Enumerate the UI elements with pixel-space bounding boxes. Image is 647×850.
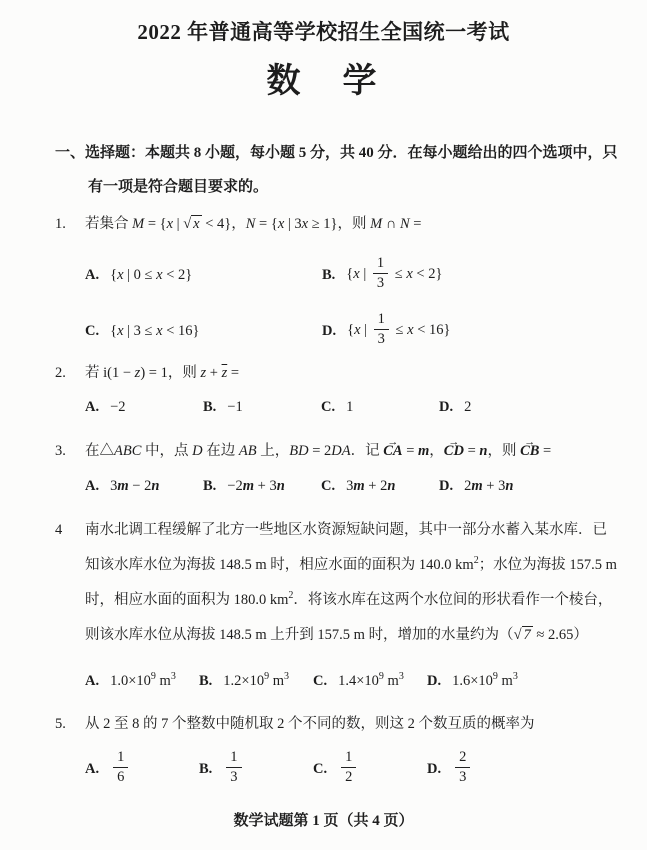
question-1-option-c <box>85 323 322 340</box>
question-4-stem-line3: 时，相应水面的面积为 180.0 $km^2$．将该水库在这两个水位间的形状看作一个棱台， <box>85 590 613 608</box>
option-label: D. <box>427 760 442 777</box>
question-5-option-c <box>313 750 427 787</box>
section-instructions-line2: 有一项是符合题目要求的。 <box>88 179 269 195</box>
question-3-number: 3. <box>55 443 66 459</box>
question-4-number: 4 <box>55 522 63 538</box>
question-1-stem-text: 若集合 M = {x | √ x < 4}，N = {x | 3x ≥ 1}，则 M ∩ N = <box>85 216 422 232</box>
question-2-option-d <box>439 399 557 416</box>
option-value: $1.2\times 10^9$ $m^3$ <box>223 671 290 689</box>
question-1-options-row-1 <box>85 251 617 299</box>
question-5-stem <box>55 714 617 735</box>
question-3-option-c <box>321 478 439 495</box>
question-4-option-c <box>313 673 427 690</box>
question-2-stem-text: 若 i(1 − z) = 1，则 $z + \overline{z}$ = <box>85 365 240 381</box>
section-instructions <box>55 136 618 204</box>
option-value: 2 <box>464 399 472 415</box>
option-label: B. <box>203 478 217 494</box>
option-label: A. <box>85 399 100 415</box>
option-label: C. <box>313 760 328 777</box>
question-5 <box>55 714 617 791</box>
option-label: A. <box>85 266 100 283</box>
section-instructions-line1: 一、选择题：本题共 8 小题，每小题 5 分，共 40 分．在每小题给出的四个选项中，只 <box>55 145 618 161</box>
option-label: A. <box>85 478 100 494</box>
question-4-stem-line1: 南水北调工程缓解了北方一些地区水资源短缺问题，其中一部分水蓄入某水库．已 <box>85 522 607 538</box>
option-value: 2m + 3n <box>464 478 514 494</box>
option-value: {x | 3 ≤ x < 16} <box>110 322 200 339</box>
option-value: $1.4\times 10^9$ $m^3$ <box>338 671 404 689</box>
option-value: 1 <box>346 399 354 415</box>
question-1-option-b <box>322 256 559 293</box>
option-label: D. <box>427 673 442 689</box>
question-2-option-a <box>85 399 203 416</box>
option-value: $1.0\times 10^9$ $m^3$ <box>110 671 176 689</box>
question-4-stem <box>55 513 617 548</box>
option-label: B. <box>203 399 217 415</box>
question-4-option-a <box>85 673 199 690</box>
question-5-option-a <box>85 750 199 787</box>
exam-title: 2022 年普通高等学校招生全国统一考试 <box>137 20 510 44</box>
option-label: C. <box>321 399 336 415</box>
question-3-options <box>85 476 617 497</box>
option-value: $\frac{2}{3}$ <box>452 750 473 787</box>
question-1-option-a <box>85 267 322 284</box>
option-label: A. <box>85 760 100 777</box>
question-5-options <box>85 747 617 791</box>
option-value: $\frac{1}{6}$ <box>110 750 131 787</box>
option-label: A. <box>85 673 100 689</box>
question-1-number: 1. <box>55 216 66 232</box>
question-5-option-b <box>199 750 313 787</box>
option-value: −1 <box>227 399 243 415</box>
question-2-option-c <box>321 399 439 416</box>
question-4-option-b <box>199 673 313 690</box>
option-label: B. <box>199 760 213 777</box>
question-2 <box>55 363 617 418</box>
question-2-number: 2. <box>55 365 66 381</box>
question-3 <box>55 438 617 497</box>
option-value: $\frac{1}{2}$ <box>338 750 359 787</box>
option-label: B. <box>322 266 336 283</box>
question-1-stem <box>55 214 617 235</box>
option-value: {x | 0 ≤ x < 2} <box>110 266 193 283</box>
option-value: −2 <box>110 399 126 415</box>
question-3-stem <box>55 438 617 464</box>
option-value: −2m + 3n <box>227 478 285 494</box>
question-3-option-a <box>85 478 203 495</box>
option-value: 3m + 2n <box>346 478 396 494</box>
question-2-option-b <box>203 399 321 416</box>
question-4-stem-line2: 知该水库水位为海拔 148.5 m 时，相应水面的面积为 140.0 $km^2$；水位为海拔 157.5 m <box>85 555 617 573</box>
option-label: D. <box>439 399 454 415</box>
question-3-option-b <box>203 478 321 495</box>
question-1 <box>55 214 617 355</box>
question-1-option-d <box>322 312 559 349</box>
question-1-options-row-2 <box>85 307 617 355</box>
footer-page-number: 数学试题第 1 页（共 4 页） <box>233 813 414 829</box>
question-3-stem-text: 在△ABC 中，点 D 在边 AB 上，BD = 2DA．记 CA → = m，CD → = n，则 CB → = <box>85 438 617 464</box>
question-5-number: 5. <box>55 716 66 732</box>
option-value: $\frac{1}{3}$ <box>223 750 244 787</box>
option-label: C. <box>321 478 336 494</box>
option-value: 3m − 2n <box>110 478 160 494</box>
option-label: D. <box>322 322 337 339</box>
question-4 <box>55 513 617 692</box>
question-2-options <box>85 397 617 418</box>
question-4-stem-line4: 则该水库水位从海拔 148.5 m 上升到 157.5 m 时，增加的水量约为（√ 7 ≈ 2.65） <box>85 627 588 643</box>
question-5-option-d <box>427 750 541 787</box>
option-label: C. <box>85 322 100 339</box>
exam-subject: 数 学 <box>266 63 381 100</box>
question-4-options <box>85 671 617 692</box>
option-label: B. <box>199 673 213 689</box>
question-5-stem-text: 从 2 至 8 的 7 个整数中随机取 2 个不同的数，则这 2 个数互质的概率为 <box>85 716 535 732</box>
option-label: C. <box>313 673 328 689</box>
option-value: {x | $\frac{1}{3}$ ≤ x < 2} <box>346 255 443 291</box>
question-4-option-d <box>427 673 541 690</box>
question-2-stem <box>55 363 617 384</box>
option-label: D. <box>439 478 454 494</box>
question-3-option-d <box>439 478 557 495</box>
option-value: {x | $\frac{1}{3}$ ≤ x < 16} <box>347 311 451 347</box>
option-value: $1.6\times 10^9$ $m^3$ <box>452 671 518 689</box>
